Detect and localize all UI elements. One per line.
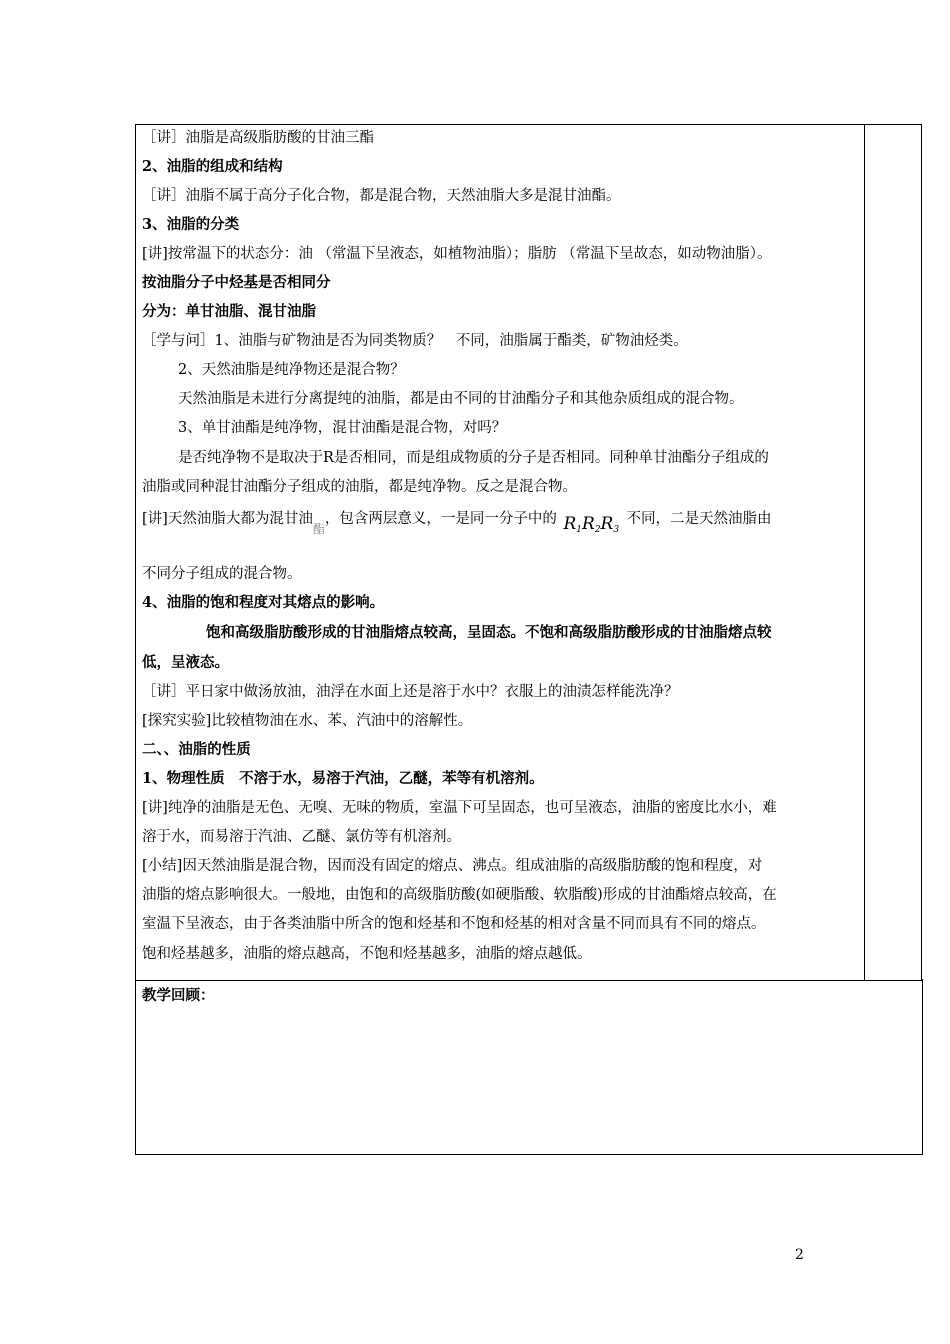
text-line: [小结]因天然油脂是混合物，因而没有固定的熔点、沸点。组成油脂的高级脂肪酸的饱和程度，对: [142, 858, 763, 874]
section-heading: 3、油脂的分类: [142, 216, 240, 233]
text-segment-small: 酯: [312, 522, 325, 536]
r-groups-formula: [563, 514, 624, 534]
bold-text-line: 低，呈液态。: [142, 654, 229, 671]
text-line: 油脂的熔点影响很大。一般地，由饱和的高级脂肪酸(如硬脂酸、软脂酸)形成的甘油酯熔点较高，在: [142, 887, 777, 903]
text-line: [讲]纯净的油脂是无色、无嗅、无味的物质，室温下可呈固态，也可呈液态，油脂的密度比水小，难: [142, 800, 777, 816]
subscript: 2: [594, 525, 601, 535]
text-line: ［讲］油脂不属于高分子化合物，都是混合物，天然油脂大多是混甘油酯。: [142, 188, 621, 204]
text-line: 溶于水，而易溶于汽油、乙醚、氯仿等有机溶剂。: [142, 829, 461, 845]
section-heading: 1、物理性质 不溶于水，易溶于汽油，乙醚，苯等有机溶剂。: [142, 770, 544, 787]
margin-notes-cell: [863, 124, 922, 981]
text-line: 天然油脂是未进行分离提纯的油脂，都是由不同的甘油酯分子和其他杂质组成的混合物。: [178, 391, 744, 407]
page-number: 2: [795, 1247, 804, 1263]
text-line: 3、单甘油酯是纯净物，混甘油酯是混合物，对吗？: [178, 420, 507, 436]
text-line: ［讲］平日家中做汤放油，油浮在水面上还是溶于水中？衣服上的油渍怎样能洗净？: [142, 684, 679, 700]
r-symbol: R: [600, 514, 614, 534]
text-segment: [讲]天然油脂大都为混甘油: [142, 511, 313, 527]
text-segment: 不同，二是天然油脂由: [626, 511, 772, 527]
text-line: [探究实验]比较植物油在水、苯、汽油中的溶解性。: [142, 713, 473, 729]
section-heading: 2、油脂的组成和结构: [142, 158, 283, 175]
r-symbol: R: [563, 514, 577, 534]
text-line: 室温下呈液态，由于各类油脂中所含的饱和烃基和不饱和烃基的相对含量不同而具有不同的熔点。: [142, 916, 766, 932]
text-line: 不同分子组成的混合物。: [142, 566, 302, 582]
text-line: 是否纯净物不是取决于R是否相同，而是组成物质的分子是否相同。同种单甘油酯分子组成的: [178, 450, 769, 466]
subscript: 3: [613, 525, 620, 535]
teaching-review-label: 教学回顾：: [142, 987, 215, 1004]
text-line: 油脂或同种混甘油酯分子组成的油脂，都是纯净物。反之是混合物。: [142, 479, 577, 495]
text-line: 2、天然油脂是纯净物还是混合物？: [178, 362, 405, 378]
bold-text-line: 分为：单甘油脂、混甘油脂: [142, 303, 316, 320]
section-heading: 二、、油脂的性质: [142, 741, 251, 758]
bold-text-line: 饱和高级脂肪酸形成的甘油脂熔点较高，呈固态。不饱和高级脂肪酸形成的甘油脂熔点较: [206, 624, 772, 641]
bold-text-line: 按油脂分子中烃基是否相同分: [142, 274, 331, 291]
text-line: 饱和烃基越多，油脂的熔点越高，不饱和烃基越多，油脂的熔点越低。: [142, 946, 592, 962]
text-line: ［学与问］1、油脂与矿物油是否为同类物质？ 不同，油脂属于酯类，矿物油烃类。: [142, 333, 688, 349]
text-line-with-formula: [142, 508, 772, 534]
r-symbol: R: [582, 514, 595, 534]
subscript: 1: [576, 525, 582, 535]
text-segment: ，包含两层意义，一是同一分子中的: [324, 511, 557, 527]
text-line: [讲]按常温下的状态分：油 （常温下呈液态，如植物油脂）；脂肪 （常温下呈故态，如动物油脂）。: [142, 246, 772, 262]
teaching-review-cell: [135, 979, 923, 1155]
section-heading: 4、油脂的饱和程度对其熔点的影响。: [142, 594, 385, 611]
text-line: ［讲］油脂是高级脂肪酸的甘油三酯: [142, 130, 374, 146]
